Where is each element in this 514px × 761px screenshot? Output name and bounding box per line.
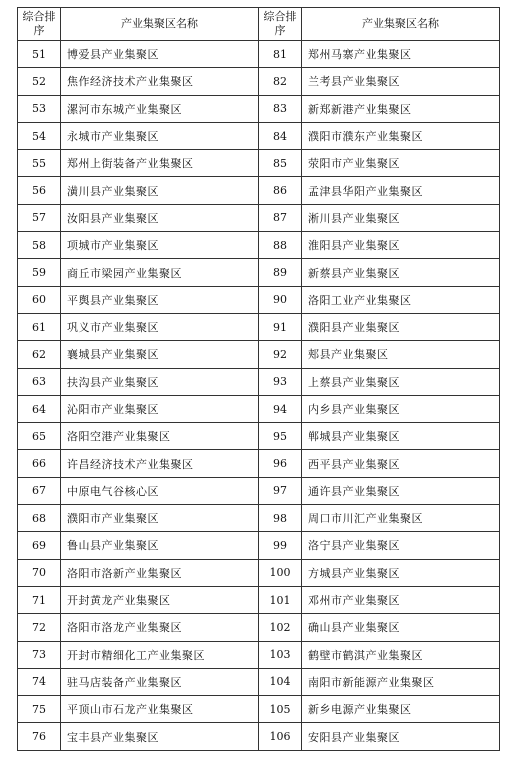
rank-cell-right: 102	[259, 614, 302, 641]
table-row	[18, 586, 500, 613]
rank-cell-right: 81	[259, 41, 302, 68]
rank-cell-right: 103	[259, 641, 302, 668]
table-row	[18, 450, 500, 477]
table-body	[18, 41, 500, 751]
name-cell-right: 上蔡县产业集聚区	[302, 368, 500, 395]
rank-cell-right: 88	[259, 232, 302, 259]
rank-cell-left: 61	[18, 313, 61, 340]
rank-cell-right: 82	[259, 68, 302, 95]
table-row	[18, 477, 500, 504]
name-cell-left: 博爱县产业集聚区	[61, 41, 259, 68]
name-cell-right: 孟津县华阳产业集聚区	[302, 177, 500, 204]
rank-cell-left: 66	[18, 450, 61, 477]
rank-cell-left: 51	[18, 41, 61, 68]
ranking-table-container	[17, 7, 500, 751]
rank-cell-left: 71	[18, 586, 61, 613]
rank-cell-right: 106	[259, 723, 302, 750]
rank-cell-left: 56	[18, 177, 61, 204]
name-cell-right: 通许县产业集聚区	[302, 477, 500, 504]
table-row	[18, 368, 500, 395]
name-cell-left: 潢川县产业集聚区	[61, 177, 259, 204]
rank-cell-left: 68	[18, 505, 61, 532]
name-cell-left: 驻马店装备产业集聚区	[61, 668, 259, 695]
rank-cell-right: 97	[259, 477, 302, 504]
rank-cell-right: 90	[259, 286, 302, 313]
rank-cell-left: 65	[18, 423, 61, 450]
rank-cell-right: 99	[259, 532, 302, 559]
name-cell-left: 沁阳市产业集聚区	[61, 395, 259, 422]
name-cell-left: 中原电气谷核心区	[61, 477, 259, 504]
table-row	[18, 395, 500, 422]
table-row	[18, 259, 500, 286]
rank-cell-right: 101	[259, 586, 302, 613]
name-header-right: 产业集聚区名称	[302, 8, 500, 41]
rank-header-right: 综合排序	[259, 8, 302, 41]
rank-cell-left: 54	[18, 122, 61, 149]
table-row	[18, 341, 500, 368]
rank-cell-right: 96	[259, 450, 302, 477]
name-cell-left: 鲁山县产业集聚区	[61, 532, 259, 559]
rank-cell-left: 53	[18, 95, 61, 122]
rank-cell-left: 57	[18, 204, 61, 231]
name-cell-right: 荥阳市产业集聚区	[302, 150, 500, 177]
name-cell-left: 洛阳市洛龙产业集聚区	[61, 614, 259, 641]
rank-cell-left: 76	[18, 723, 61, 750]
name-cell-right: 濮阳市濮东产业集聚区	[302, 122, 500, 149]
header-row	[18, 8, 500, 41]
rank-cell-left: 63	[18, 368, 61, 395]
name-cell-right: 鹤壁市鹤淇产业集聚区	[302, 641, 500, 668]
name-cell-left: 郑州上街装备产业集聚区	[61, 150, 259, 177]
rank-cell-left: 70	[18, 559, 61, 586]
name-cell-left: 扶沟县产业集聚区	[61, 368, 259, 395]
name-cell-left: 开封市精细化工产业集聚区	[61, 641, 259, 668]
name-cell-left: 漯河市东城产业集聚区	[61, 95, 259, 122]
name-cell-right: 邓州市产业集聚区	[302, 586, 500, 613]
name-header-left: 产业集聚区名称	[61, 8, 259, 41]
table-row	[18, 641, 500, 668]
table-row	[18, 559, 500, 586]
name-cell-right: 洛宁县产业集聚区	[302, 532, 500, 559]
table-row	[18, 122, 500, 149]
rank-cell-left: 59	[18, 259, 61, 286]
rank-cell-right: 105	[259, 696, 302, 723]
table-row	[18, 150, 500, 177]
rank-cell-left: 58	[18, 232, 61, 259]
table-row	[18, 177, 500, 204]
table-row	[18, 423, 500, 450]
table-row	[18, 532, 500, 559]
rank-cell-right: 87	[259, 204, 302, 231]
rank-cell-left: 69	[18, 532, 61, 559]
rank-cell-right: 95	[259, 423, 302, 450]
name-cell-right: 郸城县产业集聚区	[302, 423, 500, 450]
rank-cell-left: 64	[18, 395, 61, 422]
name-cell-left: 汝阳县产业集聚区	[61, 204, 259, 231]
rank-cell-right: 94	[259, 395, 302, 422]
rank-header-left: 综合排序	[18, 8, 61, 41]
rank-cell-left: 60	[18, 286, 61, 313]
name-cell-left: 洛阳市洛新产业集聚区	[61, 559, 259, 586]
table-row	[18, 505, 500, 532]
name-cell-right: 方城县产业集聚区	[302, 559, 500, 586]
rank-cell-right: 86	[259, 177, 302, 204]
rank-cell-left: 52	[18, 68, 61, 95]
name-cell-right: 兰考县产业集聚区	[302, 68, 500, 95]
table-row	[18, 723, 500, 750]
name-cell-right: 南阳市新能源产业集聚区	[302, 668, 500, 695]
name-cell-left: 洛阳空港产业集聚区	[61, 423, 259, 450]
table-row	[18, 668, 500, 695]
name-cell-right: 西平县产业集聚区	[302, 450, 500, 477]
ranking-table	[17, 7, 500, 751]
name-cell-left: 濮阳市产业集聚区	[61, 505, 259, 532]
rank-cell-right: 104	[259, 668, 302, 695]
rank-cell-left: 62	[18, 341, 61, 368]
rank-cell-right: 93	[259, 368, 302, 395]
name-cell-left: 宝丰县产业集聚区	[61, 723, 259, 750]
table-row	[18, 68, 500, 95]
name-cell-left: 平舆县产业集聚区	[61, 286, 259, 313]
table-row	[18, 232, 500, 259]
rank-cell-right: 100	[259, 559, 302, 586]
name-cell-left: 商丘市梁园产业集聚区	[61, 259, 259, 286]
rank-cell-left: 67	[18, 477, 61, 504]
name-cell-left: 许昌经济技术产业集聚区	[61, 450, 259, 477]
name-cell-right: 郏县产业集聚区	[302, 341, 500, 368]
rank-cell-left: 73	[18, 641, 61, 668]
rank-cell-left: 74	[18, 668, 61, 695]
name-cell-right: 洛阳工业产业集聚区	[302, 286, 500, 313]
table-row	[18, 95, 500, 122]
rank-cell-right: 98	[259, 505, 302, 532]
rank-cell-right: 92	[259, 341, 302, 368]
name-cell-right: 周口市川汇产业集聚区	[302, 505, 500, 532]
table-row	[18, 41, 500, 68]
name-cell-right: 确山县产业集聚区	[302, 614, 500, 641]
rank-cell-left: 72	[18, 614, 61, 641]
name-cell-left: 开封黄龙产业集聚区	[61, 586, 259, 613]
rank-cell-right: 84	[259, 122, 302, 149]
name-cell-left: 襄城县产业集聚区	[61, 341, 259, 368]
name-cell-right: 新郑新港产业集聚区	[302, 95, 500, 122]
rank-cell-right: 85	[259, 150, 302, 177]
name-cell-left: 平顶山市石龙产业集聚区	[61, 696, 259, 723]
name-cell-left: 项城市产业集聚区	[61, 232, 259, 259]
name-cell-left: 焦作经济技术产业集聚区	[61, 68, 259, 95]
table-row	[18, 696, 500, 723]
rank-cell-left: 75	[18, 696, 61, 723]
rank-cell-right: 89	[259, 259, 302, 286]
table-row	[18, 204, 500, 231]
table-header	[18, 8, 500, 41]
name-cell-right: 新蔡县产业集聚区	[302, 259, 500, 286]
table-row	[18, 286, 500, 313]
rank-cell-left: 55	[18, 150, 61, 177]
name-cell-right: 淮阳县产业集聚区	[302, 232, 500, 259]
name-cell-right: 淅川县产业集聚区	[302, 204, 500, 231]
rank-cell-right: 83	[259, 95, 302, 122]
name-cell-right: 安阳县产业集聚区	[302, 723, 500, 750]
name-cell-left: 巩义市产业集聚区	[61, 313, 259, 340]
name-cell-left: 永城市产业集聚区	[61, 122, 259, 149]
table-row	[18, 313, 500, 340]
name-cell-right: 郑州马寨产业集聚区	[302, 41, 500, 68]
name-cell-right: 内乡县产业集聚区	[302, 395, 500, 422]
table-row	[18, 614, 500, 641]
name-cell-right: 濮阳县产业集聚区	[302, 313, 500, 340]
name-cell-right: 新乡电源产业集聚区	[302, 696, 500, 723]
rank-cell-right: 91	[259, 313, 302, 340]
